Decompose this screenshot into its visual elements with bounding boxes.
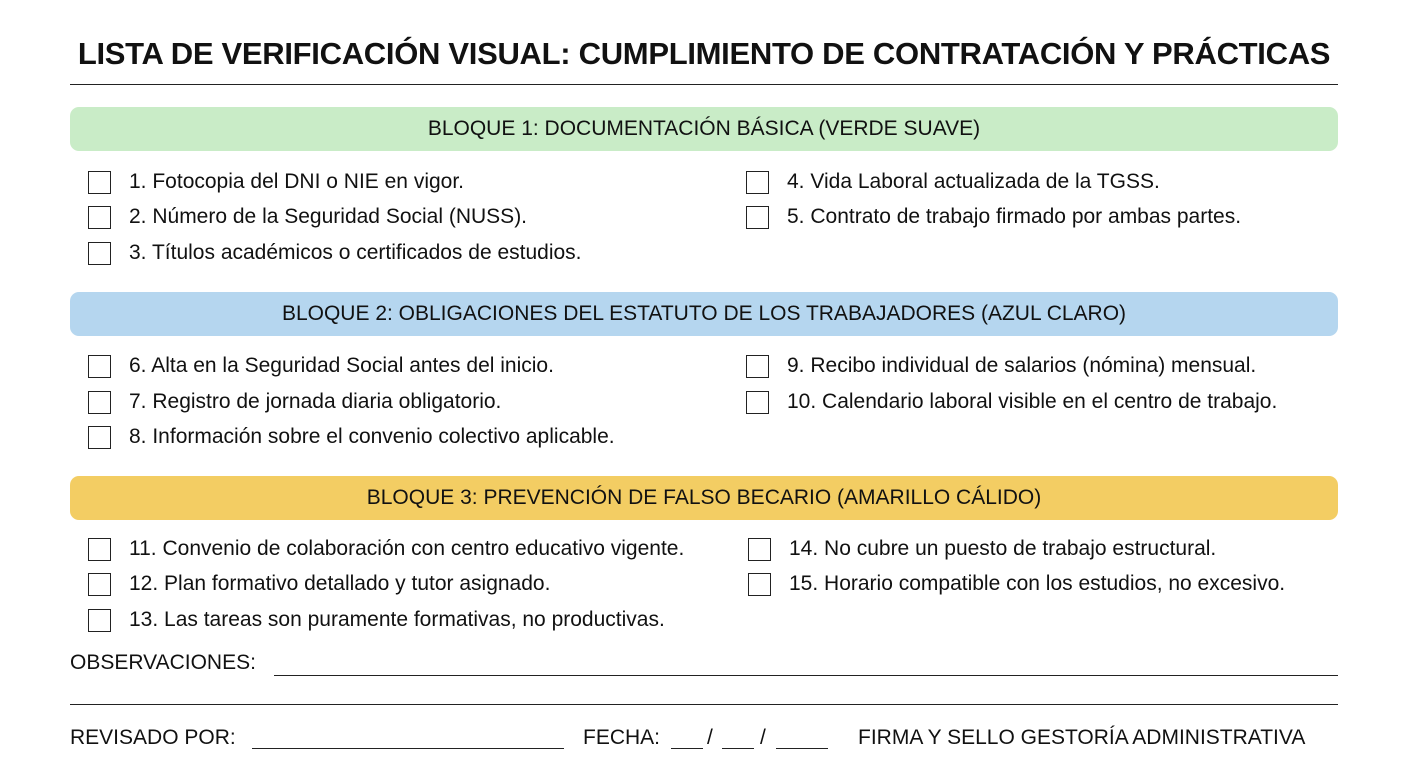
checklist-item-label: 13. Las tareas son puramente formativas, no productivas. xyxy=(129,608,665,631)
observaciones-line-2[interactable] xyxy=(70,704,1338,705)
checkbox[interactable] xyxy=(88,206,111,229)
block-2-header: BLOQUE 2: OBLIGACIONES DEL ESTATUTO DE LOS TRABAJADORES (AZUL CLARO) xyxy=(70,292,1338,336)
checkbox[interactable] xyxy=(746,355,769,378)
checkbox[interactable] xyxy=(746,206,769,229)
checklist-item-14[interactable] xyxy=(748,532,1216,566)
checkbox[interactable] xyxy=(748,538,771,561)
revisado-label: REVISADO POR: xyxy=(70,726,236,749)
checklist-item-11[interactable] xyxy=(88,532,684,566)
checklist-item-label: 6. Alta en la Seguridad Social antes del inicio. xyxy=(129,354,554,377)
page-title: LISTA DE VERIFICACIÓN VISUAL: CUMPLIMIENTO DE CONTRATACIÓN Y PRÁCTICAS xyxy=(77,36,1331,71)
fecha-label: FECHA: xyxy=(583,726,661,749)
checkbox[interactable] xyxy=(88,426,111,449)
checklist-item-label: 7. Registro de jornada diaria obligatorio. xyxy=(129,390,502,413)
checklist-item-8[interactable] xyxy=(88,420,615,454)
checklist-item-label: 4. Vida Laboral actualizada de la TGSS. xyxy=(787,170,1160,193)
checklist-item-13[interactable] xyxy=(88,603,665,637)
checklist-item-label: 12. Plan formativo detallado y tutor asignado. xyxy=(129,572,551,595)
checklist-item-label: 14. No cubre un puesto de trabajo estructural. xyxy=(789,537,1217,560)
checklist-item-label: 10. Calendario laboral visible en el centro de trabajo. xyxy=(787,390,1278,413)
checkbox[interactable] xyxy=(88,355,111,378)
checklist-item-9[interactable] xyxy=(746,349,1256,383)
checklist-item-label: 11. Convenio de colaboración con centro educativo vigente. xyxy=(129,537,685,560)
title-divider xyxy=(70,84,1338,85)
checklist-item-label: 1. Fotocopia del DNI o NIE en vigor. xyxy=(129,170,465,193)
revisado-line[interactable] xyxy=(252,748,564,749)
checklist-item-3[interactable] xyxy=(88,236,582,270)
checklist-item-label: 3. Títulos académicos o certificados de estudios. xyxy=(129,241,582,264)
checkbox[interactable] xyxy=(88,391,111,414)
checklist-item-label: 2. Número de la Seguridad Social (NUSS). xyxy=(129,205,528,228)
checkbox[interactable] xyxy=(88,171,111,194)
observaciones-line[interactable] xyxy=(274,675,1338,676)
checklist-item-label: 8. Información sobre el convenio colectivo aplicable. xyxy=(129,425,615,448)
fecha-month-line[interactable] xyxy=(722,748,754,749)
checklist-item-15[interactable] xyxy=(748,567,1285,601)
checkbox[interactable] xyxy=(748,573,771,596)
fecha-year-line[interactable] xyxy=(776,748,828,749)
fecha-separator: / xyxy=(707,726,713,749)
checklist-item-2[interactable] xyxy=(88,200,527,234)
checkbox[interactable] xyxy=(88,242,111,265)
checklist-item-12[interactable] xyxy=(88,567,550,601)
fecha-separator: / xyxy=(760,726,766,749)
checkbox[interactable] xyxy=(88,573,111,596)
checkbox[interactable] xyxy=(88,538,111,561)
checklist-item-4[interactable] xyxy=(746,165,1160,199)
checklist-item-label: 15. Horario compatible con los estudios, no excesivo. xyxy=(789,572,1286,595)
checkbox[interactable] xyxy=(746,391,769,414)
checklist-item-label: 9. Recibo individual de salarios (nómina) mensual. xyxy=(787,354,1257,377)
checklist-item-10[interactable] xyxy=(746,385,1277,419)
fecha-day-line[interactable] xyxy=(671,748,703,749)
checklist-item-1[interactable] xyxy=(88,165,464,199)
checklist-item-5[interactable] xyxy=(746,200,1241,234)
checklist-item-label: 5. Contrato de trabajo firmado por ambas partes. xyxy=(787,205,1242,228)
observaciones-label: OBSERVACIONES: xyxy=(70,651,256,674)
checkbox[interactable] xyxy=(746,171,769,194)
block-3-header: BLOQUE 3: PREVENCIÓN DE FALSO BECARIO (AMARILLO CÁLIDO) xyxy=(70,476,1338,520)
checklist-item-6[interactable] xyxy=(88,349,554,383)
block-1-header: BLOQUE 1: DOCUMENTACIÓN BÁSICA (VERDE SUAVE) xyxy=(70,107,1338,151)
checkbox[interactable] xyxy=(88,609,111,632)
checklist-item-7[interactable] xyxy=(88,385,501,419)
firma-label: FIRMA Y SELLO GESTORÍA ADMINISTRATIVA xyxy=(858,726,1306,749)
